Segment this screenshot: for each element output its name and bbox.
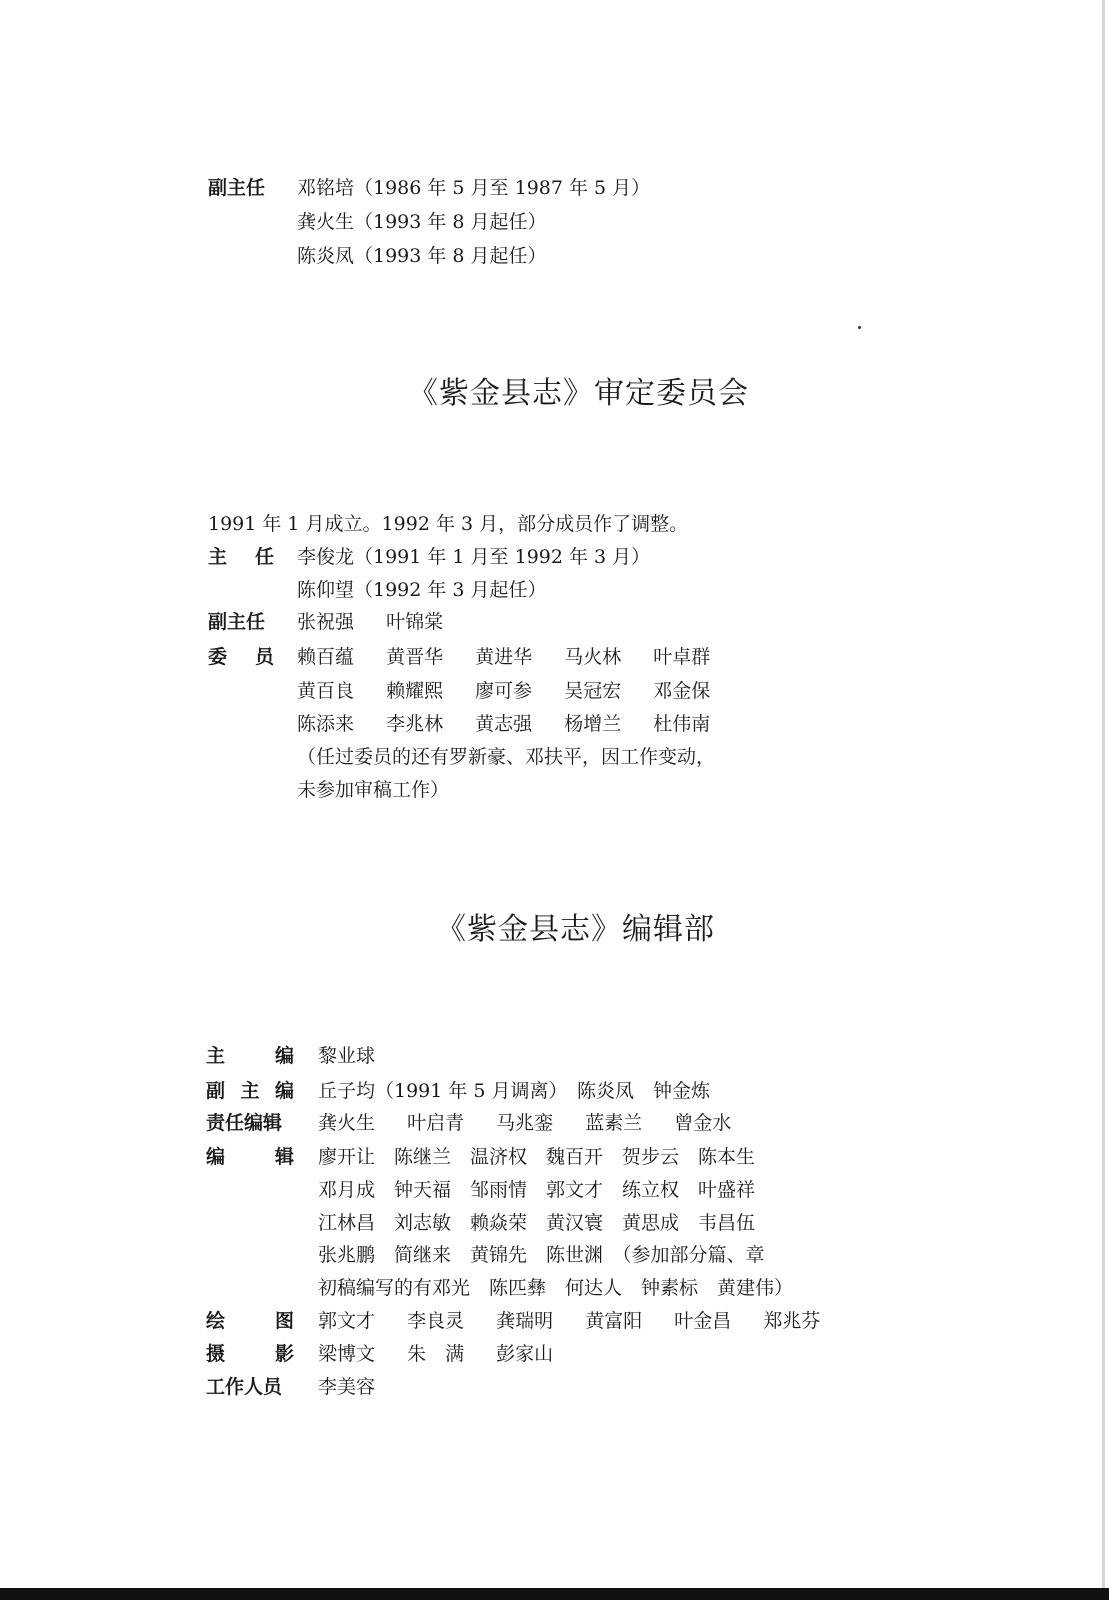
members-label-char-2: 员 bbox=[254, 646, 274, 668]
review-committee-title: 《紫金县志》审定委员会 bbox=[408, 376, 749, 411]
member-name: 杨增兰 bbox=[564, 713, 622, 735]
members-note-1: （任过委员的还有罗新豪、邓扶平，因工作变动， bbox=[297, 746, 716, 768]
vice-director-label-text: 副主任 bbox=[208, 177, 266, 199]
editors-label-char-1: 编 bbox=[206, 1146, 226, 1168]
chief-editor-label-char-2: 编 bbox=[274, 1045, 294, 1067]
director-label bbox=[208, 541, 274, 573]
drawing-label bbox=[206, 1305, 294, 1337]
review-vice-director-label: 副主任 bbox=[208, 611, 266, 633]
vice-director-entry-1: 邓铭培（1986 年 5 月至 1987 年 5 月） bbox=[297, 177, 651, 199]
members-row-1 bbox=[297, 641, 736, 673]
scan-right-edge bbox=[1102, 0, 1105, 1600]
director-label-char-2: 任 bbox=[254, 546, 274, 568]
chief-editor-name: 黎业球 bbox=[318, 1045, 376, 1067]
member-name: 黄晋华 bbox=[386, 646, 444, 668]
member-name: 黄进华 bbox=[475, 646, 533, 668]
drawing-name: 叶金昌 bbox=[674, 1310, 732, 1332]
editors-label-char-2: 辑 bbox=[274, 1146, 294, 1168]
name: 张祝强 bbox=[297, 611, 355, 633]
deputy-chief-editor-label-char-2: 主 bbox=[240, 1080, 260, 1102]
photography-label-char-1: 摄 bbox=[206, 1343, 226, 1365]
review-committee-intro: 1991 年 1 月成立。1992 年 3 月，部分成员作了调整。 bbox=[208, 513, 689, 535]
chief-editor-label-char-1: 主 bbox=[206, 1045, 226, 1067]
deputy-chief-editor-names: 丘子均（1991 年 5 月调离） 陈炎凤 钟金炼 bbox=[318, 1080, 711, 1102]
photography-label-char-2: 影 bbox=[274, 1343, 294, 1365]
editor-name: 曾金水 bbox=[674, 1112, 732, 1134]
drawing-name: 李良灵 bbox=[407, 1310, 465, 1332]
editors-line-5: 初稿编写的有邓光 陈匹彝 何达人 钟素标 黄建伟） bbox=[318, 1277, 794, 1299]
vice-director-entry-3: 陈炎凤（1993 年 8 月起任） bbox=[297, 245, 547, 267]
deputy-chief-editor-label-char-1: 副 bbox=[206, 1080, 226, 1102]
director-entry-1: 李俊龙（1991 年 1 月至 1992 年 3 月） bbox=[297, 546, 651, 568]
drawing-name: 黄富阳 bbox=[585, 1310, 643, 1332]
editors-label bbox=[206, 1141, 294, 1173]
members-row-3 bbox=[297, 708, 736, 740]
editors-line-3: 江林昌 刘志敏 赖焱荣 黄汉寰 黄思成 韦昌伍 bbox=[318, 1212, 756, 1234]
chief-editor-label bbox=[206, 1040, 294, 1072]
responsible-editors-label: 责任编辑 bbox=[206, 1112, 283, 1134]
drawing-names bbox=[318, 1305, 846, 1337]
photography-label bbox=[206, 1338, 294, 1370]
responsible-editors-names bbox=[318, 1107, 757, 1139]
photography-names bbox=[318, 1338, 579, 1370]
director-entry-2: 陈仰望（1992 年 3 月起任） bbox=[297, 579, 547, 601]
name: 叶锦棠 bbox=[386, 611, 444, 633]
editor-name: 龚火生 bbox=[318, 1112, 376, 1134]
editors-line-2: 邓月成 钟天福 邹雨情 郭文才 练立权 叶盛祥 bbox=[318, 1179, 756, 1201]
member-name: 赖耀熙 bbox=[386, 680, 444, 702]
staff-name: 李美容 bbox=[318, 1376, 376, 1398]
members-label-char-1: 委 bbox=[208, 646, 228, 668]
members-note-2: 未参加审稿工作） bbox=[297, 779, 450, 801]
staff-label: 工作人员 bbox=[206, 1376, 283, 1398]
deputy-chief-editor-label bbox=[206, 1075, 294, 1107]
editors-line-4: 张兆鹏 简继来 黄锦先 陈世渊 （参加部分篇、章 bbox=[318, 1244, 765, 1266]
photographer-name: 朱 满 bbox=[407, 1343, 465, 1365]
member-name: 黄百良 bbox=[297, 680, 355, 702]
drawing-name: 龚瑞明 bbox=[496, 1310, 554, 1332]
member-name: 马火林 bbox=[564, 646, 622, 668]
member-name: 陈添来 bbox=[297, 713, 355, 735]
photographer-name: 彭家山 bbox=[496, 1343, 554, 1365]
director-label-char-1: 主 bbox=[208, 546, 228, 568]
member-name: 杜伟南 bbox=[653, 713, 711, 735]
vice-director-entry-2: 龚火生（1993 年 8 月起任） bbox=[297, 211, 547, 233]
member-name: 邓金保 bbox=[653, 680, 711, 702]
member-name: 李兆林 bbox=[386, 713, 444, 735]
editors-line-1: 廖开让 陈继兰 温济权 魏百开 贺步云 陈本生 bbox=[318, 1146, 756, 1168]
editor-name: 叶启青 bbox=[407, 1112, 465, 1134]
editor-name: 马兆銮 bbox=[496, 1112, 554, 1134]
drawing-label-char-2: 图 bbox=[274, 1310, 294, 1332]
member-name: 黄志强 bbox=[475, 713, 533, 735]
member-name: 赖百蕴 bbox=[297, 646, 355, 668]
member-name: 吴冠宏 bbox=[564, 680, 622, 702]
drawing-name: 郭文才 bbox=[318, 1310, 376, 1332]
review-vice-director-names bbox=[297, 606, 469, 638]
vice-director-label-top bbox=[208, 172, 274, 204]
drawing-label-char-1: 绘 bbox=[206, 1310, 226, 1332]
editorial-dept-title: 《紫金县志》编辑部 bbox=[436, 912, 715, 947]
scan-bottom-edge bbox=[0, 1588, 1109, 1600]
member-name: 廖可参 bbox=[475, 680, 533, 702]
members-row-2 bbox=[297, 675, 736, 707]
deputy-chief-editor-label-char-3: 编 bbox=[274, 1080, 294, 1102]
members-label bbox=[208, 641, 274, 673]
photographer-name: 梁博文 bbox=[318, 1343, 376, 1365]
member-name: 叶卓群 bbox=[653, 646, 711, 668]
scan-speck bbox=[858, 326, 861, 329]
drawing-name: 郑兆芬 bbox=[763, 1310, 821, 1332]
editor-name: 蓝素兰 bbox=[585, 1112, 643, 1134]
